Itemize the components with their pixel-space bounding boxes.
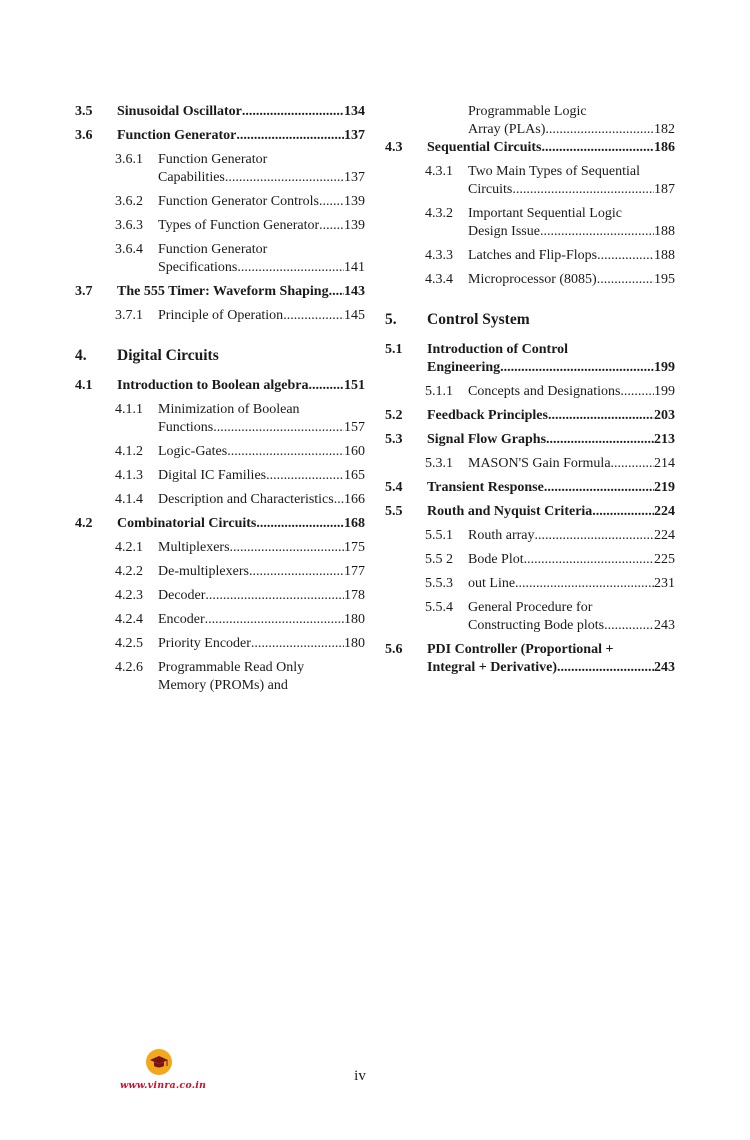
dot-leader [611, 455, 654, 473]
entry-title: Feedback Principles [427, 408, 548, 423]
dot-leader [251, 635, 344, 653]
toc-entry [75, 241, 365, 277]
dot-leader [512, 181, 654, 199]
page-ref: 213 [654, 432, 675, 447]
entry-number: 3.6.1 [115, 152, 143, 167]
entry-title: Programmable Logic [468, 104, 587, 119]
entry-number: 5.5 2 [425, 552, 453, 567]
entry-number: 5.6 [385, 642, 403, 657]
page-ref: 139 [344, 218, 365, 233]
entry-title: Routh and Nyquist Criteria [427, 504, 593, 519]
entry-title: Signal Flow Graphs [427, 432, 547, 447]
toc-entry [385, 163, 675, 199]
dot-leader [540, 223, 654, 241]
entry-number: 4.2.3 [115, 588, 143, 603]
page-ref: 165 [344, 468, 365, 483]
entry-title: Microprocessor (8085) [468, 272, 597, 287]
toc-entry [75, 377, 365, 395]
page-ref: 224 [654, 504, 675, 519]
entry-number: 5.3 [385, 432, 403, 447]
dot-leader [236, 127, 344, 145]
dot-leader [548, 407, 654, 425]
toc-entry [75, 103, 365, 121]
page-ref: 243 [654, 618, 675, 633]
entry-title: MASON'S Gain Formula [468, 456, 611, 471]
chapter-heading [75, 347, 365, 365]
dot-leader [213, 419, 344, 437]
dot-leader [237, 259, 344, 277]
entry-title: Bode Plot [468, 552, 524, 567]
dot-leader [266, 467, 344, 485]
entry-title: Two Main Types of Sequential [468, 164, 640, 179]
dot-leader [256, 515, 344, 533]
toc-entry [385, 551, 675, 569]
page-ref: 187 [654, 182, 675, 197]
page-ref: 188 [654, 224, 675, 239]
toc-entry [75, 587, 365, 605]
page-ref: 175 [344, 540, 365, 555]
dot-leader [620, 383, 654, 401]
dot-leader [249, 563, 344, 581]
page-ref: 168 [344, 516, 365, 531]
entry-title: Constructing Bode plots. [468, 618, 608, 633]
page-ref: 219 [654, 480, 675, 495]
entry-title: Important Sequential Logic [468, 206, 622, 221]
entry-number: 4.3.1 [425, 164, 453, 179]
page-ref: 177 [344, 564, 365, 579]
page-ref: 137 [344, 128, 365, 143]
page-ref: 145 [344, 308, 365, 323]
toc-entry [75, 307, 365, 325]
dot-leader [319, 193, 344, 211]
entry-number: 3.6.2 [115, 194, 143, 209]
page-ref: 195 [654, 272, 675, 287]
entry-number: 3.6.4 [115, 242, 143, 257]
page-ref: 199 [654, 360, 675, 375]
entry-number: 5.5.3 [425, 576, 453, 591]
toc-entry [385, 341, 675, 377]
dot-leader [545, 121, 654, 139]
page-ref: 180 [344, 612, 365, 627]
toc-entry [75, 515, 365, 533]
page-ref: 180 [344, 636, 365, 651]
entry-title: Function Generator [158, 242, 268, 257]
entry-title: Engineering [427, 360, 501, 375]
page-ref: 182 [654, 122, 675, 137]
page-ref: 188 [654, 248, 675, 263]
entry-number: 4.2.5 [115, 636, 143, 651]
entry-title: Memory (PROMs) and [158, 678, 288, 693]
entry-title: Function Generator [117, 128, 237, 143]
dot-leader [308, 377, 344, 395]
entry-number: 4.1 [75, 378, 93, 393]
toc-entry [75, 563, 365, 581]
entry-number: 3.7 [75, 284, 93, 299]
entry-title: Capabilities [158, 170, 225, 185]
toc-entry [385, 431, 675, 449]
entry-number: 4.1.2 [115, 444, 143, 459]
page-ref: 143 [344, 284, 365, 299]
entry-number: 5.2 [385, 408, 403, 423]
entry-title: Concepts and Designations [468, 384, 621, 399]
toc-entry [385, 479, 675, 497]
page-ref: 178 [344, 588, 365, 603]
toc-entry [385, 575, 675, 593]
dot-leader [283, 307, 344, 325]
dot-leader [515, 575, 654, 593]
toc-entry [385, 641, 675, 677]
toc-entry [75, 193, 365, 211]
page-ref: 225 [654, 552, 675, 567]
page-ref: 151 [344, 378, 365, 393]
entry-title: Minimization of Boolean [158, 402, 300, 417]
entry-title: Multiplexers [158, 540, 230, 555]
entry-title: Decoder [158, 588, 206, 603]
entry-title: Transient Response [427, 480, 544, 495]
entry-number: 3.6 [75, 128, 93, 143]
entry-title: Function Generator Controls [158, 194, 319, 209]
toc-entry [385, 503, 675, 521]
dot-leader [592, 503, 654, 521]
entry-title: De-multiplexers [158, 564, 249, 579]
entry-number: 4.3.2 [425, 206, 453, 221]
dot-leader [329, 283, 344, 301]
entry-title: Description and Characteristics [158, 492, 334, 507]
entry-number: 3.6.3 [115, 218, 143, 233]
entry-number: 5.4 [385, 480, 403, 495]
entry-title: Digital IC Families [158, 468, 267, 483]
chapter-heading [385, 311, 675, 329]
entry-number: 5.5.4 [425, 600, 453, 615]
toc-entry [75, 127, 365, 145]
toc-entry [75, 283, 365, 301]
entry-title: Specifications [158, 260, 238, 275]
page-ref: 160 [344, 444, 365, 459]
entry-title: Array (PLAs) [468, 122, 546, 137]
page-ref: 137 [344, 170, 365, 185]
entry-number: 5.5.1 [425, 528, 453, 543]
entry-title: Sinusoidal Oscillator [117, 104, 242, 119]
dot-leader [597, 247, 654, 265]
toc-entry [75, 467, 365, 485]
page-ref: 166 [344, 492, 365, 507]
entry-title: Sequential Circuits [427, 140, 542, 155]
dot-leader [597, 271, 654, 289]
entry-title: Introduction to Boolean algebra [117, 378, 309, 393]
entry-number: 4.1.4 [115, 492, 143, 507]
entry-number: 5.3.1 [425, 456, 453, 471]
entry-number: 4.2.6 [115, 660, 143, 675]
website-link[interactable]: www.vinra.co.in [120, 1080, 207, 1091]
dot-leader [544, 479, 654, 497]
toc-left-column [75, 103, 365, 701]
entry-number: 5.5 [385, 504, 403, 519]
entry-number: 4.2.4 [115, 612, 143, 627]
entry-number: 4.2.1 [115, 540, 143, 555]
entry-title: The 555 Timer: Waveform Shaping [117, 284, 329, 299]
dot-leader [524, 551, 654, 569]
entry-number: 4.2.2 [115, 564, 143, 579]
entry-title: Function Generator [158, 152, 268, 167]
toc-entry [75, 659, 365, 695]
entry-title: Circuits [468, 182, 513, 197]
dot-leader [546, 431, 654, 449]
dot-leader [334, 491, 344, 509]
toc-entry [385, 455, 675, 473]
entry-title: Logic-Gates [158, 444, 228, 459]
entry-title: Digital Circuits [117, 347, 219, 364]
toc-entry [75, 217, 365, 235]
entry-title: Introduction of Control [427, 342, 569, 357]
entry-title: General Procedure for [468, 600, 593, 615]
toc-entry [75, 611, 365, 629]
entry-number: 5.1.1 [425, 384, 453, 399]
page-ref: 214 [654, 456, 675, 471]
entry-number: 4. [75, 347, 87, 364]
toc-entry [385, 139, 675, 157]
page-ref: 231 [654, 576, 675, 591]
toc-entry [385, 205, 675, 241]
entry-title: Routh array [468, 528, 535, 543]
entry-number: 5. [385, 311, 397, 328]
entry-title: Types of Function Generator [158, 218, 320, 233]
dot-leader [608, 617, 654, 635]
entry-number: 3.7.1 [115, 308, 143, 323]
toc-entry [385, 103, 675, 139]
entry-number: 4.3 [385, 140, 403, 155]
toc-entry [385, 599, 675, 635]
entry-number: 4.1.3 [115, 468, 143, 483]
dot-leader [205, 611, 344, 629]
dot-leader [319, 217, 344, 235]
toc-entry [385, 247, 675, 265]
entry-title: Encoder [158, 612, 205, 627]
toc-entry [75, 443, 365, 461]
dot-leader [557, 659, 654, 677]
page-ref: 224 [654, 528, 675, 543]
entry-title: Latches and Flip-Flops [468, 248, 598, 263]
entry-number: 4.3.4 [425, 272, 453, 287]
dot-leader [242, 103, 344, 121]
page-ref: 243 [654, 660, 675, 675]
toc-entry [75, 539, 365, 557]
entry-number: 3.5 [75, 104, 93, 119]
entry-number: 5.1 [385, 342, 403, 357]
page-ref: 141 [344, 260, 365, 275]
toc-entry [385, 383, 675, 401]
toc-entry [75, 635, 365, 653]
entry-number: 4.3.3 [425, 248, 453, 263]
page-ref: 139 [344, 194, 365, 209]
entry-number: 4.2 [75, 516, 93, 531]
entry-title: out Line [468, 576, 516, 591]
entry-title: Control System [427, 311, 530, 328]
entry-title: Priority Encoder [158, 636, 251, 651]
dot-leader [541, 139, 654, 157]
entry-title: Functions [158, 420, 214, 435]
page-ref: 134 [344, 104, 365, 119]
dot-leader [500, 359, 654, 377]
toc-entry [75, 151, 365, 187]
page-ref: 157 [344, 420, 365, 435]
toc-entry [385, 407, 675, 425]
toc-entry [75, 491, 365, 509]
page-ref: 186 [654, 140, 675, 155]
dot-leader [225, 169, 344, 187]
page-ref: 199 [654, 384, 675, 399]
page-number: iv [354, 1068, 366, 1084]
page-ref: 203 [654, 408, 675, 423]
dot-leader [227, 443, 344, 461]
toc-entry [385, 527, 675, 545]
entry-title: Principle of Operation [158, 308, 284, 323]
toc-entry [75, 401, 365, 437]
dot-leader [230, 539, 344, 557]
entry-title: Integral + Derivative) [427, 660, 558, 675]
dot-leader [534, 527, 654, 545]
toc-right-column [385, 103, 675, 683]
entry-number: 4.1.1 [115, 402, 143, 417]
toc-entry [385, 271, 675, 289]
entry-title: PDI Controller (Proportional + [427, 642, 614, 657]
entry-title: Design Issue [468, 224, 540, 239]
entry-title: Programmable Read Only [158, 660, 305, 675]
entry-title: Combinatorial Circuits [117, 516, 257, 531]
dot-leader [205, 587, 344, 605]
